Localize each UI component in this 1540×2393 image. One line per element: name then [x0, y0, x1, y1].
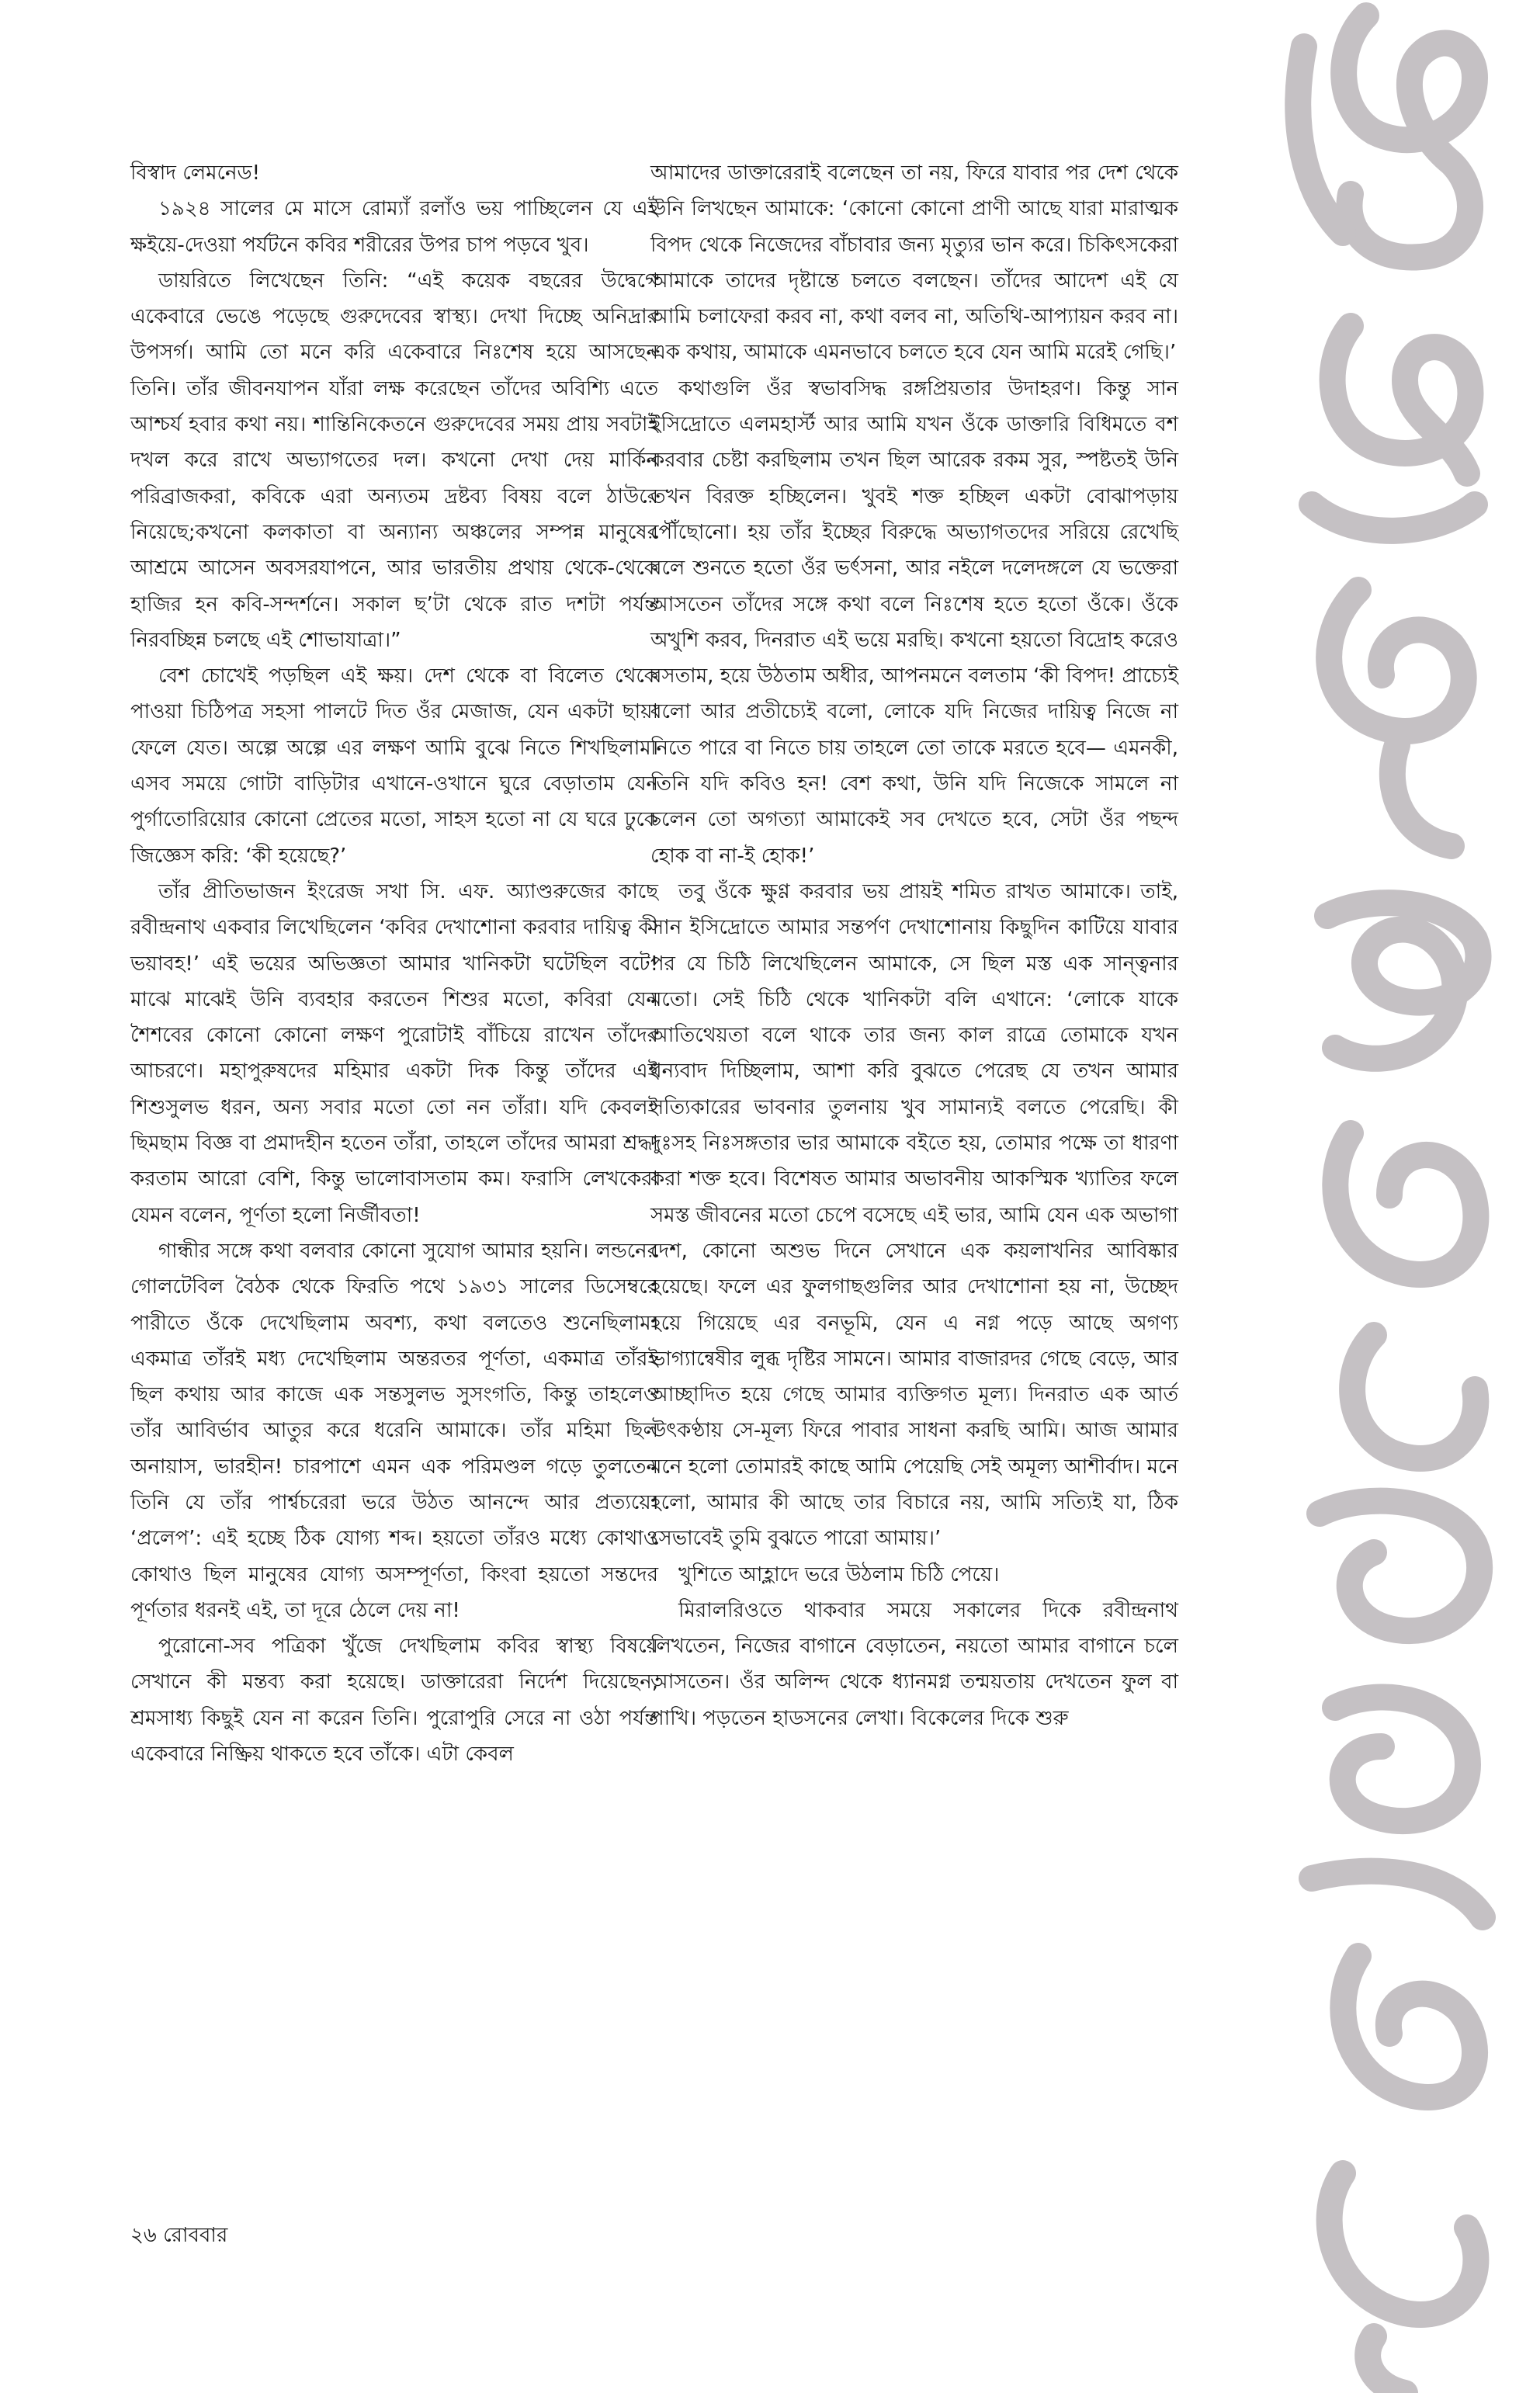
paragraph: তবু ওঁকে ক্ষুণ্ণ করবার ভয় প্রায়ই শমিত রাখত আমাকে। তাই, সান ইসিদ্রোতে আমার সন্তর্পণ দেখাশোনায় কিছুদিন কাটিয়ে যাবার পর যে চিঠি লিখেছিলেন আমাকে, সে ছিল মস্ত এক সান্ত্বনার মতো। সেই চিঠি থেকে খানিকটা বলি এখানে: ‘লোকে যাকে আতিথেয়তা বলে থাকে তার জন্য কাল রাত্রে তোমাকে যখন ধন্যবাদ দিচ্ছিলাম, আশা করি বুঝতে পেরেছ যে তখন আমার সত্যিকারের ভাবনার তুলনায় খুব সামান্যই বলতে পেরেছি। কী দুঃসহ নিঃসঙ্গতার ভার আমাকে বইতে হয়, তোমার পক্ষে তা ধারণা করা শক্ত হবে। বিশেষত আমার অভাবনীয় আকস্মিক খ্যাতির ফলে সমস্ত জীবনের মতো চেপে বসেছে এই ভার, আমি যেন এক অভাগা দেশ, কোনো অশুভ দিনে সেখানে এক কয়লাখনির আবিষ্কার হয়েছে। ফলে এর ফুলগাছগুলির আর দেখাশোনা হয় না, উচ্ছেদ হয়ে গিয়েছে এর বনভূমি, যেন এ নগ্ন পড়ে আছে অগণ্য ভাগ্যান্বেষীর লুব্ধ দৃষ্টির সামনে। আমার বাজারদর গেছে বেড়ে, আর আচ্ছাদিত হয়ে গেছে আমার ব্যক্তিগত মূল্য। দিনরাত এক আর্ত উৎকণ্ঠায় সে-মূল্য ফিরে পাবার সাধনা করছি আমি। আজ আমার মনে হলো তোমারই কাছে আমি পেয়েছি সেই অমূল্য আশীর্বাদ। মনে হলো, আমার কী আছে তার বিচারে নয়, আমি সত্যিই যা, ঠিক সেভাবেই তুমি বুঝতে পারো আমায়।’	[650, 879, 1178, 1551]
paragraph: বিস্বাদ লেমনেড!	[130, 161, 261, 185]
paragraph: পুরোনো-সব পত্রিকা খুঁজে দেখছিলাম কবির স্বাস্থ্য বিষয়ে সেখানে কী মন্তব্য করা হয়েছে। ডাক্তারেরা নির্দেশ দিয়েছেন, শ্রমসাধ্য কিছুই যেন না করেন তিনি। পুরোপুরি সেরে না ওঠা পর্যন্ত একেবারে নিষ্ক্রিয় থাকতে হবে তাঁকে। এটা কেবল	[130, 1635, 658, 1767]
paragraph: ১৯২৪ সালের মে মাসে রোম্যাঁ রলাঁও ভয় পাচ্ছিলেন যে এই ক্ষইয়ে-দেওয়া পর্যটনে কবির শরীরের উপর চাপ পড়বে খুব।	[130, 197, 658, 257]
article-column-right	[650, 155, 1178, 1736]
paragraph: মিরালরিওতে থাকবার সময়ে সকালের দিকে রবীন্দ্রনাথ লিখতেন, নিজের বাগানে বেড়াতেন, নয়তো আমার বাগানে চলে আসতেন। ওঁর অলিন্দ থেকে ধ্যানমগ্ন তন্ময়তায় দেখতেন ফুল বা পাখি। পড়তেন হাডসনের লেখা। বিকেলের দিকে শুরু	[650, 1598, 1178, 1730]
paragraph: ডায়রিতে লিখেছেন তিনি: “এই কয়েক বছরের উদ্বেগে একেবারে ভেঙে পড়েছে গুরুদেবের স্বাস্থ্য। দেখা দিচ্ছে অনিদ্রার উপসর্গ। আমি তো মনে করি একেবারে নিঃশেষ হয়ে আসছেন তিনি। তাঁর জীবনযাপন যাঁরা লক্ষ করেছেন তাঁদের অবিশ্যি এতে আশ্চর্য হবার কথা নয়। শান্তিনিকেতনে গুরুদেবের সময় প্রায় সবটাই দখল করে রাখে অভ্যাগতের দল। কখনো দেখা দেয় মার্কিন পরিব্রাজকরা, কবিকে এরা অন্যতম দ্রষ্টব্য বিষয় বলে ঠাউরে নিয়েছে;কখনো কলকাতা বা অন্যান্য অঞ্চলের সম্পন্ন মানুষের আশ্রমে আসেন অবসরযাপনে, আর ভারতীয় প্রথায় থেকে-থেকে হাজির হন কবি-সন্দর্শনে। সকাল ছ’টা থেকে রাত দশটা পর্যন্ত নিরবচ্ছিন্ন চলছে এই শোভাযাত্রা।”	[130, 269, 658, 652]
paragraph: গান্ধীর সঙ্গে কথা বলবার কোনো সুযোগ আমার হয়নি। লন্ডনের গোলটেবিল বৈঠক থেকে ফিরতি পথে ১৯৩১ সালের ডিসেম্বরে পারীতে ওঁকে দেখেছিলাম অবশ্য, কথা বলতেও শুনেছিলাম। একমাত্র তাঁরই মধ্য দেখেছিলাম অন্তরতর পূর্ণতা, একমাত্র তাঁরই ছিল কথায় আর কাজে এক সন্তসুলভ সুসংগতি, কিন্তু তাহলেও তাঁর আবির্ভাব আতুর করে ধরেনি আমাকে। তাঁর মহিমা ছিল অনায়াস, ভারহীন! চারপাশে এমন এক পরিমণ্ডল গড়ে তুলতেন তিনি যে তাঁর পার্শ্বচরেরা ভরে উঠত আনন্দে আর প্রত্যয়ে। ‘প্রলেপ’: এই হচ্ছে ঠিক যোগ্য শব্দ। হয়তো তাঁরও মধ্যে কোথাও কোথাও ছিল মানুষের যোগ্য অসম্পূর্ণতা, কিংবা হয়তো সন্তদের পূর্ণতার ধরনই এই, তা দূরে ঠেলে দেয় না!	[130, 1239, 659, 1622]
article-column-left	[130, 155, 658, 1772]
page-folio: ২৬ রোববার	[130, 2224, 228, 2247]
decorative-title-art	[1219, 0, 1540, 2393]
paragraph: তাঁর প্রীতিভাজন ইংরেজ সখা সি. এফ. অ্যাণ্ডরুজের কাছে রবীন্দ্রনাথ একবার লিখেছিলেন ‘কবির দেখাশোনা করবার দায়িত্ব কী ভয়াবহ!’ এই ভয়ের অভিজ্ঞতা আমার খানিকটা ঘটেছিল বটে! মাঝে মাঝেই উনি ব্যবহার করতেন শিশুর মতো, কবিরা যেন শৈশবের কোনো কোনো লক্ষণ পুরোটাই বাঁচিয়ে রাখেন তাঁদের আচরণে। মহাপুরুষদের মহিমার একটা দিক কিন্তু তাঁদের এই শিশুসুলভ ধরন, অন্য সবার মতো তো নন তাঁরা। যদি কেবলই ছিমছাম বিজ্ঞ বা প্রমাদহীন হতেন তাঁরা, তাহলে তাঁদের আমরা শ্রদ্ধা করতাম আরো বেশি, কিন্তু ভালোবাসতাম কম। ফরাসি লেখকেরা যেমন বলেন, পূর্ণতা হলো নির্জীবতা!	[130, 879, 658, 1227]
paragraph: কথাগুলি ওঁর স্বভাবসিদ্ধ রঙ্গপ্রিয়তার উদাহরণ। কিন্তু সান ইসিদ্রোতে এলমহার্স্ট আর আমি যখন ওঁকে ডাক্তারি বিধিমতে বশ করবার চেষ্টা করছিলাম তখন ছিল আরেক রকম সুর, স্পষ্টতই উনি তখন বিরক্ত হচ্ছিলেন। খুবই শক্ত হচ্ছিল একটা বোঝাপড়ায় পৌঁছোনো। হয় তাঁর ইচ্ছের বিরুদ্ধে অভ্যাগতদের সরিয়ে রেখেছি বলে শুনতে হতো ওঁর ভর্ৎসনা, আর নইলে দলেদঙ্গলে যে ভক্তেরা আসতেন তাঁদের সঙ্গে কথা বলে নিঃশেষ হতে হতো ওঁকে। ওঁকে অখুশি করব, দিনরাত এই ভয়ে মরছি। কখনো হয়তো বিদ্রোহ করেও বসতাম, হয়ে উঠতাম অধীর, আপনমনে বলতাম ‘কী বিপদ! প্রাচ্যেই বলো আর প্রতীচ্যেই বলো, লোকে যদি নিজের দায়িত্ব নিজে না নিতে পারে বা নিতে চায় তাহলে তো তাকে মরতে হবে— এমনকী, তিনি যদি কবিও হন! বেশ কথা, উনি যদি নিজেকে সামলে না চলেন তো অগত্যা আমাকেই সব দেখতে হবে, সেটা ওঁর পছন্দ হোক বা না-ই হোক!’	[650, 376, 1178, 868]
handwritten-title-graphic	[1219, 0, 1540, 2393]
paragraph: খুশিতে আহ্লাদে ভরে উঠলাম চিঠি পেয়ে।	[678, 1562, 1000, 1587]
paragraph: আমাদের ডাক্তারেরাই বলেছেন তা নয়, ফিরে যাবার পর দেশ থেকে উনি লিখছেন আমাকে: ‘কোনো কোনো প্রাণী আছে যারা মারাত্মক বিপদ থেকে নিজেদের বাঁচাবার জন্য মৃত্যুর ভান করে। চিকিৎসকেরা আমাকে তাদের দৃষ্টান্তে চলতে বলছেন। তাঁদের আদেশ এই যে আমি চলাফেরা করব না, কথা বলব না, অতিথি-আপ্যায়ন করব না। এক কথায়, আমাকে এমনভাবে চলতে হবে যেন আমি মরেই গেছি।’	[650, 161, 1178, 365]
paragraph: বেশ চোখেই পড়ছিল এই ক্ষয়। দেশ থেকে বা বিলেত থেকে পাওয়া চিঠিপত্র সহসা পালটে দিত ওঁর মেজাজ, যেন একটা ছায়া ফেলে যেত। অল্পে অল্পে এর লক্ষণ আমি বুঝে নিতে শিখছিলাম। এসব সময়ে গোটা বাড়িটার এখানে-ওখানে ঘুরে বেড়াতাম যেন পুর্গাতোরিয়োর কোনো প্রেতের মতো, সাহস হতো না যে ঘরে ঢুকে জিজ্ঞেস করি: ‘কী হয়েছে?’	[130, 664, 658, 868]
